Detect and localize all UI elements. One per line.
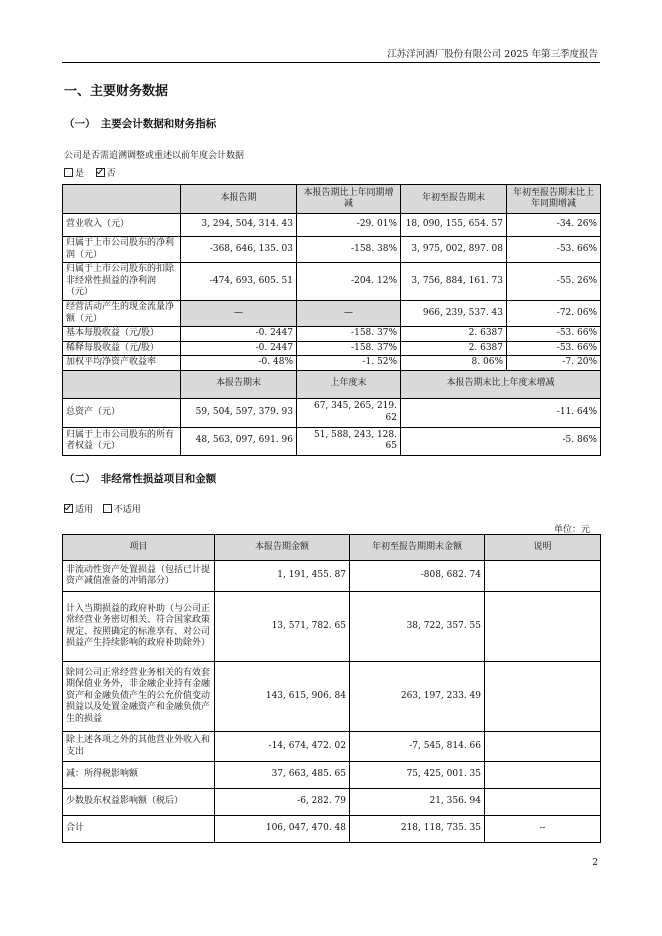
row-label: 少数股东权益影响额（税后） (63, 789, 215, 816)
row-label: 基本每股收益（元/股） (63, 327, 181, 342)
table-cell: -6, 282. 79 (215, 789, 350, 816)
table-cell: -368, 646, 135. 03 (181, 237, 297, 263)
table-row (63, 816, 601, 843)
table-header-cell: 上年度末 (297, 370, 401, 398)
no-label: 否 (106, 169, 116, 179)
table-cell: — (297, 301, 401, 327)
row-label: 计入当期损益的政府补助（与公司正常经营业务密切相关、符合国家政策规定、按照确定的标准享有、对公司损益产生持续影响的政府补助除外） (63, 592, 215, 662)
table-header-cell (63, 370, 181, 398)
table-cell: 143, 615, 906. 84 (215, 662, 350, 732)
table-cell: 37, 663, 485. 65 (215, 762, 350, 789)
table-cell (485, 762, 601, 789)
checkbox-no[interactable] (96, 168, 105, 177)
table-cell: 2. 6387 (401, 327, 507, 342)
table-header-cell: 本报告期末比上年度末增减 (401, 370, 601, 398)
checkbox-yes[interactable] (64, 168, 73, 177)
table-cell: -53. 66% (507, 327, 601, 342)
table-cell: 67, 345, 265, 219. 62 (297, 398, 401, 427)
row-label: 除上述各项之外的其他营业外收入和支出 (63, 732, 215, 762)
restatement-question: 公司是否需追溯调整或重述以前年度会计数据 (64, 151, 245, 161)
table-cell (485, 561, 601, 592)
table-row (63, 662, 601, 732)
checkbox-applicable[interactable] (64, 504, 73, 513)
applicable-label: 适用 (75, 505, 94, 515)
row-label: 加权平均净资产收益率 (63, 356, 181, 371)
table-cell: 2. 6387 (401, 341, 507, 356)
table-header-cell: 年初至报告期末比上年同期增减 (507, 185, 601, 214)
table-cell: -5. 86% (401, 427, 601, 455)
table-header-cell: 本报告期金额 (215, 535, 350, 561)
row-label: 经营活动产生的现金流量净额（元） (63, 301, 181, 327)
table-cell: 1, 191, 455. 87 (215, 561, 350, 592)
table-header-cell: 年初至报告期期末金额 (350, 535, 485, 561)
subsection-title-non-recurring: （二） 非经常性损益项目和金额 (64, 473, 217, 485)
table-cell: -55. 26% (507, 263, 601, 301)
restatement-answer (64, 166, 116, 179)
table-row (63, 237, 601, 263)
table-row (63, 263, 601, 301)
table-header-cell: 本报告期末 (181, 370, 297, 398)
row-label: 除同公司正常经营业务相关的有效套期保值业务外，非金融企业持有金融资产和金融负债产生的公允价值变动损益以及处置金融资产和金融负债产生的损益 (63, 662, 215, 732)
row-label: 归属于上市公司股东的扣除非经常性损益的净利润（元） (63, 263, 181, 301)
table-cell: -7. 20% (507, 356, 601, 371)
table-row (63, 762, 601, 789)
table-cell: -11. 64% (401, 398, 601, 427)
table-row (63, 301, 601, 327)
row-label: 营业收入（元） (63, 214, 181, 237)
table-cell: 21, 356. 94 (350, 789, 485, 816)
table-row (63, 789, 601, 816)
section-title: 一、主要财务数据 (64, 84, 169, 99)
table-cell: -0. 2447 (181, 341, 297, 356)
row-label: 归属于上市公司股东的所有者权益（元） (63, 427, 181, 455)
table-cell: 218, 118, 735. 35 (350, 816, 485, 843)
row-label: 总资产（元） (63, 398, 181, 427)
table-cell: 75, 425, 001. 35 (350, 762, 485, 789)
table-cell: -808, 682. 74 (350, 561, 485, 592)
row-label: 减：所得税影响额 (63, 762, 215, 789)
non-recurring-items-table (62, 534, 601, 843)
table-cell: 38, 722, 357. 55 (350, 592, 485, 662)
key-financial-data-table (62, 184, 601, 456)
table-header-cell: 本报告期 (181, 185, 297, 214)
table-cell: 966, 239, 537. 43 (401, 301, 507, 327)
table-cell: -34. 26% (507, 214, 601, 237)
table-cell: — (181, 301, 297, 327)
table-row (63, 214, 601, 237)
table-cell: 263, 197, 233. 49 (350, 662, 485, 732)
table-cell: -14, 674, 472. 02 (215, 732, 350, 762)
table-header-cell: 说明 (485, 535, 601, 561)
table-header-cell: 项目 (63, 535, 215, 561)
table-cell: 59, 504, 597, 379. 93 (181, 398, 297, 427)
table-cell (485, 732, 601, 762)
row-label: 非流动性资产处置损益（包括已计提资产减值准备的冲销部分） (63, 561, 215, 592)
table-cell: -- (485, 816, 601, 843)
table-cell: 106, 047, 470. 48 (215, 816, 350, 843)
table-row (63, 592, 601, 662)
table-row (63, 561, 601, 592)
table-cell: -158. 37% (297, 327, 401, 342)
table-cell: -7, 545, 814. 66 (350, 732, 485, 762)
table-header-cell: 本报告期比上年同期增减 (297, 185, 401, 214)
applicability-line (64, 502, 141, 515)
table-cell: -0. 2447 (181, 327, 297, 342)
table-cell: -158. 37% (297, 341, 401, 356)
table-cell (485, 592, 601, 662)
table-cell: -0. 48% (181, 356, 297, 371)
table-cell: 48, 563, 097, 691. 96 (181, 427, 297, 455)
yes-label: 是 (75, 169, 85, 179)
table-cell: 3, 756, 884, 161. 73 (401, 263, 507, 301)
unit-label: 单位：元 (553, 525, 590, 535)
table-row (63, 356, 601, 371)
table-cell: 51, 588, 243, 128. 65 (297, 427, 401, 455)
row-label: 归属于上市公司股东的净利润（元） (63, 237, 181, 263)
table-row (63, 427, 601, 455)
header-rule (62, 62, 600, 63)
table-cell: -1. 52% (297, 356, 401, 371)
table-row (63, 398, 601, 427)
table-cell: -204. 12% (297, 263, 401, 301)
table-cell: -53. 66% (507, 237, 601, 263)
table-cell: 8. 06% (401, 356, 507, 371)
table-header-cell (63, 185, 181, 214)
table-row (63, 732, 601, 762)
table-cell (485, 789, 601, 816)
table-cell: -72. 06% (507, 301, 601, 327)
table-cell: 18, 090, 155, 654. 57 (401, 214, 507, 237)
table-cell: -158. 38% (297, 237, 401, 263)
table-cell: 3, 294, 504, 314. 43 (181, 214, 297, 237)
row-label: 合计 (63, 816, 215, 843)
checkbox-not-applicable[interactable] (103, 504, 112, 513)
table-cell: 3, 975, 002, 897. 08 (401, 237, 507, 263)
table-cell: 13, 571, 782. 65 (215, 592, 350, 662)
not-applicable-label: 不适用 (113, 505, 141, 515)
table-cell: -29. 01% (297, 214, 401, 237)
table-cell: -53. 66% (507, 341, 601, 356)
row-label: 稀释每股收益（元/股） (63, 341, 181, 356)
page-number: 2 (592, 858, 598, 868)
subsection-title-accounting-data: （一） 主要会计数据和财务指标 (64, 118, 217, 130)
table-row (63, 341, 601, 356)
table-cell: -474, 693, 605. 51 (181, 263, 297, 301)
table-row (63, 327, 601, 342)
table-header-cell: 年初至报告期末 (401, 185, 507, 214)
table-cell (485, 662, 601, 732)
page-header: 江苏洋河酒厂股份有限公司 2025 年第三季度报告 (387, 49, 598, 60)
